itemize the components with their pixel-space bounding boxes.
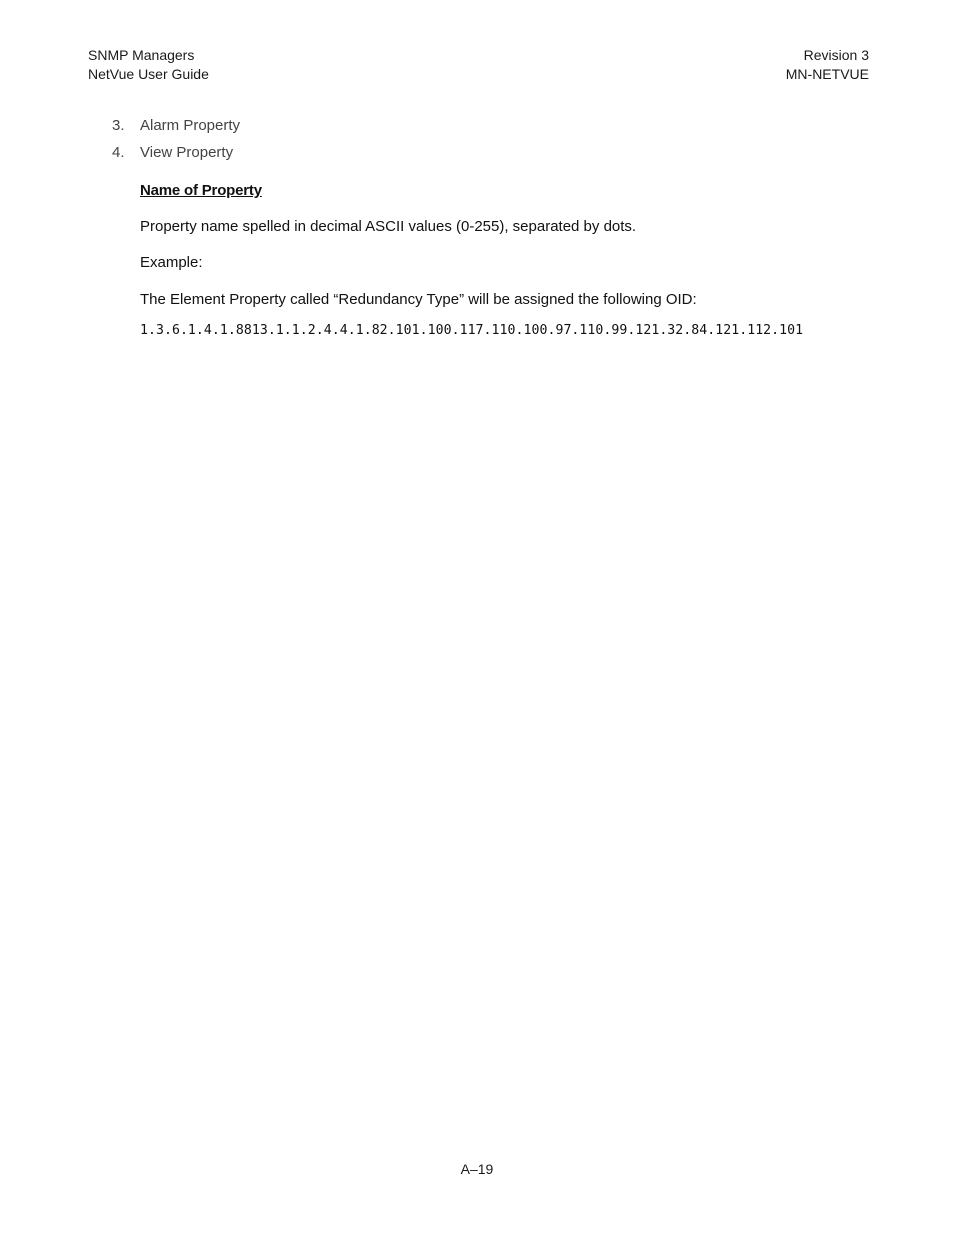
oid-code: 1.3.6.1.4.1.8813.1.1.2.4.4.1.82.101.100.117.110.100.97.110.99.121.32.84.121.112.101 — [140, 323, 804, 338]
list-item — [112, 144, 240, 171]
page-number: A–19 — [460, 1161, 494, 1177]
list-item-label: View Property — [140, 144, 234, 161]
list-item-number: 4. — [112, 144, 125, 161]
header-document-title: NetVue User Guide — [88, 66, 209, 82]
list-item — [112, 117, 240, 144]
header-right — [786, 46, 869, 84]
list-item-label: Alarm Property — [140, 117, 241, 134]
section-heading: Name of Property — [140, 182, 262, 199]
header-section-title: SNMP Managers — [88, 47, 195, 63]
header-left — [88, 46, 209, 84]
header-revision: Revision 3 — [803, 47, 869, 63]
numbered-list — [112, 117, 240, 171]
list-item-number: 3. — [112, 117, 125, 134]
header-document-number: MN-NETVUE — [785, 66, 869, 82]
example-paragraph: The Element Property called “Redundancy Type” will be assigned the following OID: — [140, 291, 697, 308]
example-label: Example: — [140, 254, 203, 271]
description-paragraph: Property name spelled in decimal ASCII values (0-255), separated by dots. — [140, 218, 637, 235]
